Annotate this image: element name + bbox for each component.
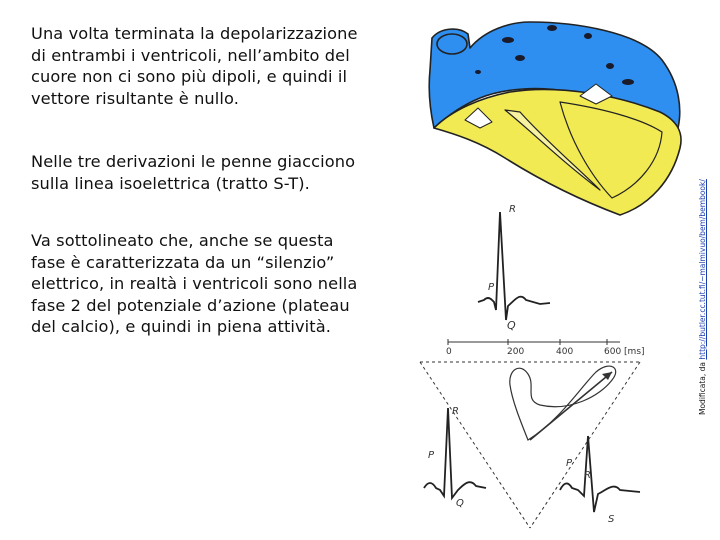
right-s-label: S: [608, 514, 615, 525]
heart-illustration: [429, 22, 681, 215]
top-p-label: P: [488, 282, 495, 293]
vector-loop: [510, 366, 616, 440]
top-q-label: Q: [507, 319, 516, 332]
left-r-label: R: [452, 406, 459, 417]
right-ecg-trace: [560, 436, 640, 512]
time-tick-200: 200: [507, 347, 525, 357]
time-tick-600: 600 [ms]: [604, 347, 645, 357]
paragraph-isoelectric-line: Nelle tre derivazioni le penne giacciono sulla linea isoelettrica (tratto S-T).: [31, 152, 356, 193]
time-tick-0: 0: [446, 347, 452, 357]
right-p-label: P: [566, 458, 573, 469]
top-r-label: R: [509, 204, 516, 215]
paragraph-electrical-null-vector: Una volta terminata la depolarizzazione di entrambi i ventricoli, nell’ambito del cuore non ci sono più dipoli, e quindi il vettore risultante è nullo.: [31, 24, 358, 108]
time-axis: [448, 339, 620, 345]
paragraph-plateau-phase: Va sottolineato che, anche se questa fase è caratterizzata da un “silenzio” elettrico, in realtà i ventricoli sono nella fase 2 del potenziale d’azione (plateau del calcio), e quindi in piena attività.: [31, 231, 358, 336]
time-tick-400: 400: [556, 347, 574, 357]
top-ecg-trace: [478, 212, 550, 320]
credit-link[interactable]: http://butler.cc.tut.fi/~malmivuo/bem/bembook/: [698, 179, 707, 360]
aorta-opening: [437, 34, 467, 54]
left-q-label: Q: [456, 498, 464, 509]
left-p-label: P: [428, 450, 435, 461]
einthoven-triangle: [420, 362, 640, 528]
right-r-label: R: [584, 470, 591, 481]
credit-prefix: Modificata, da: [698, 359, 707, 415]
